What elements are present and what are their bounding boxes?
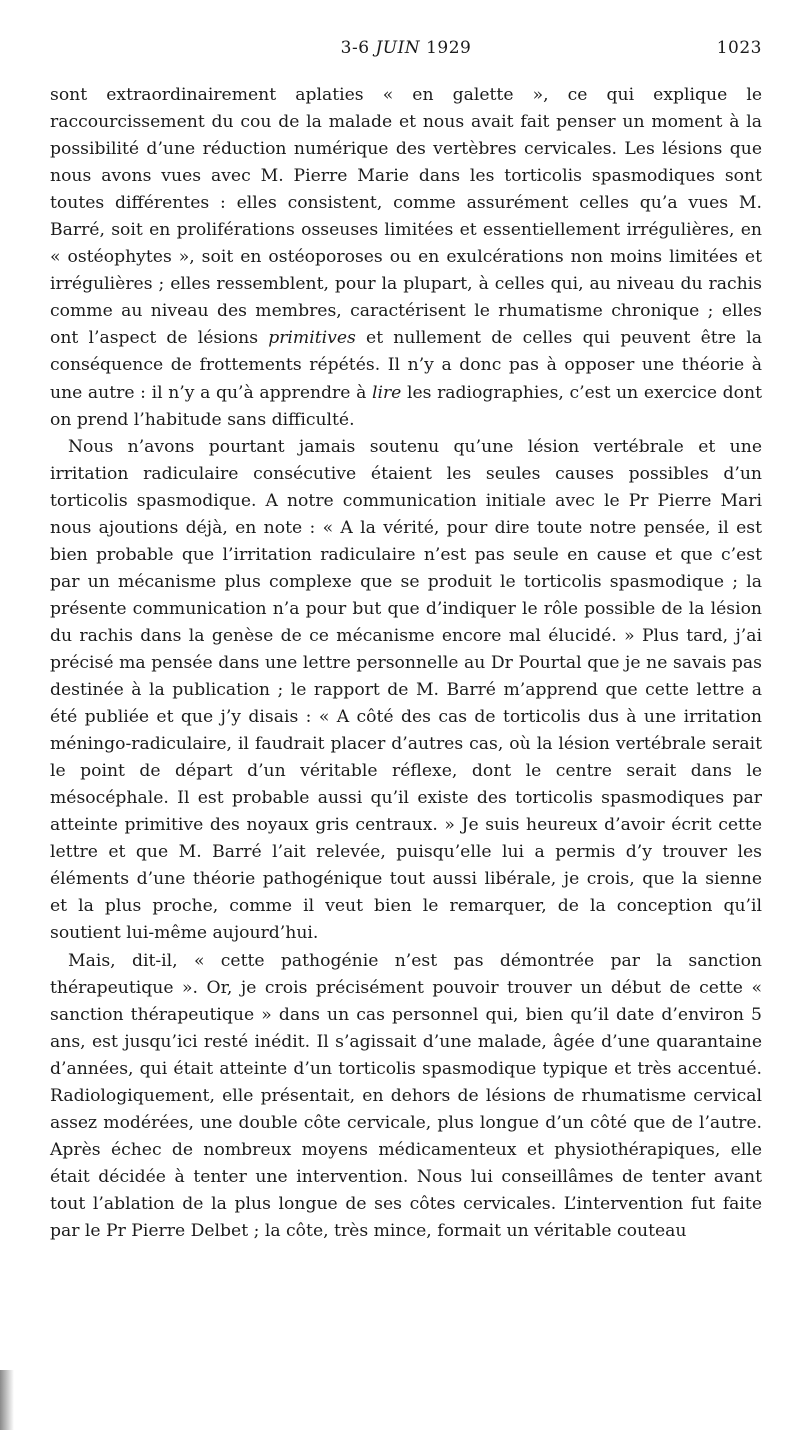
paragraph-1-text-b: et nullement de celles qui peuvent être la conséquence de frottements répétés. Il n’y a donc pas à opposer une théorie à une autre : il n’y a qu’à apprendre à — [50, 328, 763, 403]
paragraph-2 — [50, 434, 762, 948]
paragraph-1 — [50, 82, 762, 434]
page-number: 1023 — [716, 38, 762, 58]
emphasis-primitives: primitives — [268, 328, 356, 349]
paragraph-2-text: Nous n’avons pourtant jamais soutenu qu’une lésion vertébrale et une irritation radiculaire consécutive étaient les seules causes possibles d’un torticolis spasmodique. A notre communication initiale avec le Pr Pierre Mari nous ajoutions déjà, en note : « A la vérité, pour dire toute notre pensée, il est bien probable que l’irritation radiculaire n’est pas seule en cause et que c’est par un mécanisme plus complexe que se produit le torticolis spasmodique ; la présente communication n’a pour but que d’indiquer le rôle possible de la lésion du rachis dans la genèse de ce mécanisme encore mal élucidé. » Plus tard, j’ai précisé ma pensée dans une lettre personnelle au Dr Pourtal que je ne savais pas destinée à la publication ; le rapport de M. Barré m’apprend que cette lettre a été publiée et que j’y disais : « A côté des cas de torticolis dus à une irritation méningo-radiculaire, il faudrait placer d’autres cas, où la lésion vertébrale serait le point de départ d’un véritable réflexe, dont le centre serait dans le mésocéphale. Il est probable aussi qu’il existe des torticolis spasmodiques par atteinte primitive des noyaux gris centraux. » Je suis heureux d’avoir écrit cette lettre et que M. Barré l’ait relevée, puisqu’elle lui a permis d’y trouver les éléments d’une théorie pathogénique tout aussi libérale, je crois, que la sienne et la plus proche, comme il veut bien le remarquer, de la conception qu’il soutient lui-même aujourd’hui. — [50, 436, 762, 944]
paragraph-3 — [50, 948, 762, 1246]
paragraph-1-text-a: sont extraordinairement aplaties « en galette », ce qui explique le raccourcissement du cou de la malade et nous avait fait penser un moment à la possibilité d’une réduction numérique des vertèbres cervicales. Les lésions que nous avons vues avec M. Pierre Marie dans les torticolis spasmodiques sont toutes différentes : elles consistent, comme assurément celles qu’a vues M. Barré, soit en proliférations osseuses limitées et essentiellement irrégulières, en « ostéophytes », soit en ostéoporoses ou en exulcérations non moins limitées et irrégulières ; elles ressemblent, pour la plupart, à celles qui, au niveau du rachis comme au niveau des membres, caractérisent le rhumatisme chronique ; elles ont l’aspect de lésions — [50, 85, 762, 349]
article-body — [50, 82, 762, 1245]
journal-page — [50, 38, 762, 1245]
date-month: JUIN — [375, 38, 421, 58]
emphasis-lire: lire — [371, 382, 402, 403]
running-head — [50, 38, 762, 66]
paragraph-3-text: Mais, dit-il, « cette pathogénie n’est pas démontrée par la sanction thérapeutique ». Or, je crois précisément pouvoir trouver un début de cette « sanction thérapeutique » dans un cas personnel qui, bien qu’il date d’environ 5 ans, est jusqu’ici resté inédit. Il s’agissait d’une malade, âgée d’une quarantaine d’années, qui était atteinte d’un torticolis spasmodique typique et très accentué. Radiologiquement, elle présentait, en dehors de lésions de rhumatisme cervical assez modérées, une double côte cervicale, plus longue d’un côté que de l’autre. Après échec de nombreux moyens médicamenteux et physiothérapiques, elle était décidée à tenter une intervention. Nous lui conseillâmes de tenter avant tout l’ablation de la plus longue de ses côtes cervicales. L’intervention fut faite par le Pr Pierre Delbet ; la côte, très mince, formait un véritable couteau — [50, 950, 762, 1241]
scan-edge-shadow — [0, 1370, 14, 1430]
paragraph-1-text-c: les radiographies, c’est un exercice dont on prend l’habitude sans difficulté. — [50, 382, 763, 430]
date-year: 1929 — [426, 38, 472, 58]
date-prefix: 3-6 — [340, 38, 370, 58]
issue-date — [50, 38, 762, 58]
